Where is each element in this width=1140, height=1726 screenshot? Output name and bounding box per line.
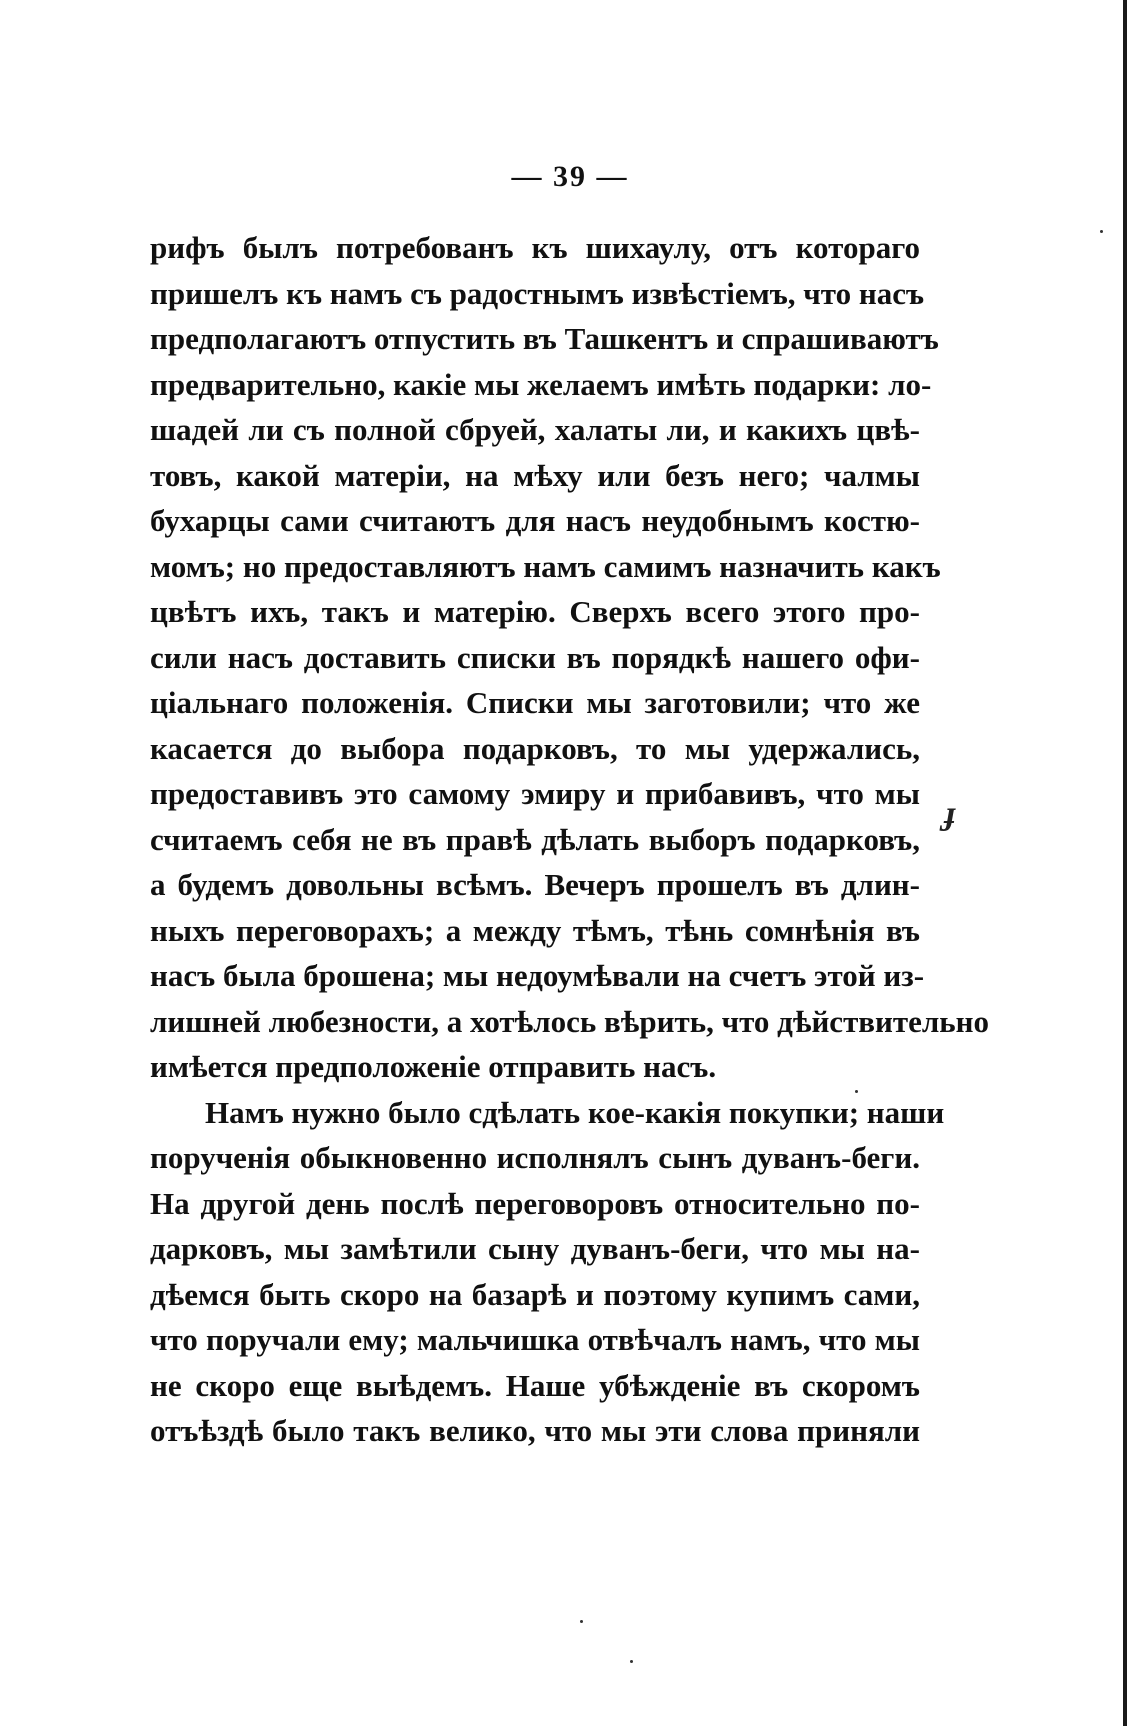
text-line: а будемъ довольны всѣмъ. Вечеръ прошелъ въ длин- bbox=[150, 867, 920, 902]
text-line: считаемъ себя не въ правѣ дѣлать выборъ подарковъ, bbox=[150, 821, 920, 857]
text-line: пришелъ къ намъ съ радостнымъ извѣстіемъ, что насъ bbox=[150, 275, 925, 311]
dust-speck bbox=[1100, 230, 1103, 233]
page-edge-shadow bbox=[1123, 0, 1127, 1726]
text-line: бухарцы сами считаютъ для насъ неудобнымъ костю- bbox=[150, 503, 920, 538]
text-line: касается до выбора подарковъ, то мы удержались, bbox=[150, 730, 920, 766]
margin-ink-mark: ɟ bbox=[945, 795, 955, 832]
text-line: насъ была брошена; мы недоумѣвали на счетъ этой из- bbox=[150, 958, 925, 993]
body-text bbox=[150, 225, 990, 1454]
dust-speck bbox=[580, 1620, 583, 1623]
text-line: момъ; но предоставляютъ намъ самимъ назначить какъ bbox=[150, 548, 941, 584]
text-line: дѣемся быть скоро на базарѣ и поэтому купимъ сами, bbox=[150, 1276, 920, 1312]
text-line: порученія обыкновенно исполнялъ сынъ дуванъ-беги. bbox=[150, 1140, 920, 1175]
dust-speck bbox=[855, 1090, 858, 1093]
text-line: На другой день послѣ переговоровъ относительно по- bbox=[150, 1185, 920, 1221]
text-line: сили насъ доставить списки въ порядкѣ нашего офи- bbox=[150, 639, 920, 675]
text-line: отъѣздѣ было такъ велико, что мы эти слова приняли bbox=[150, 1413, 920, 1448]
text-line: предполагаютъ отпустить въ Ташкентъ и спрашиваютъ bbox=[150, 321, 939, 356]
text-line: шадей ли съ полной сбруей, халаты ли, и какихъ цвѣ- bbox=[150, 412, 920, 447]
text-line: лишней любезности, а хотѣлось вѣрить, что дѣйствительно bbox=[150, 1003, 990, 1039]
text-line: товъ, какой матеріи, на мѣху или безъ него; чалмы bbox=[150, 457, 920, 493]
text-line: что поручали ему; мальчишка отвѣчалъ намъ, что мы bbox=[150, 1322, 920, 1357]
text-line: ціальнаго положенія. Списки мы заготовили; что же bbox=[150, 685, 920, 720]
paragraph-start-line: Намъ нужно было сдѣлать кое-какія покупки; наши bbox=[205, 1094, 945, 1130]
text-line: не скоро еще выѣдемъ. Наше убѣжденіе въ скоромъ bbox=[150, 1367, 920, 1403]
text-line: ныхъ переговорахъ; а между тѣмъ, тѣнь сомнѣнія въ bbox=[150, 912, 920, 948]
dust-speck bbox=[630, 1660, 633, 1663]
text-line: предварительно, какіе мы желаемъ имѣть подарки: ло- bbox=[150, 366, 932, 402]
text-line: цвѣтъ ихъ, такъ и матерію. Сверхъ всего этого про- bbox=[150, 594, 920, 629]
text-line: дарковъ, мы замѣтили сыну дуванъ-беги, что мы на- bbox=[150, 1231, 920, 1266]
paragraph-end-line: имѣется предположеніе отправить насъ. bbox=[150, 1049, 717, 1084]
text-line: рифъ былъ потребованъ къ шихаулу, отъ котораго bbox=[150, 230, 920, 265]
page-number: — 39 — bbox=[511, 160, 629, 193]
text-line: предоставивъ это самому эмиру и прибавивъ, что мы bbox=[150, 776, 920, 811]
